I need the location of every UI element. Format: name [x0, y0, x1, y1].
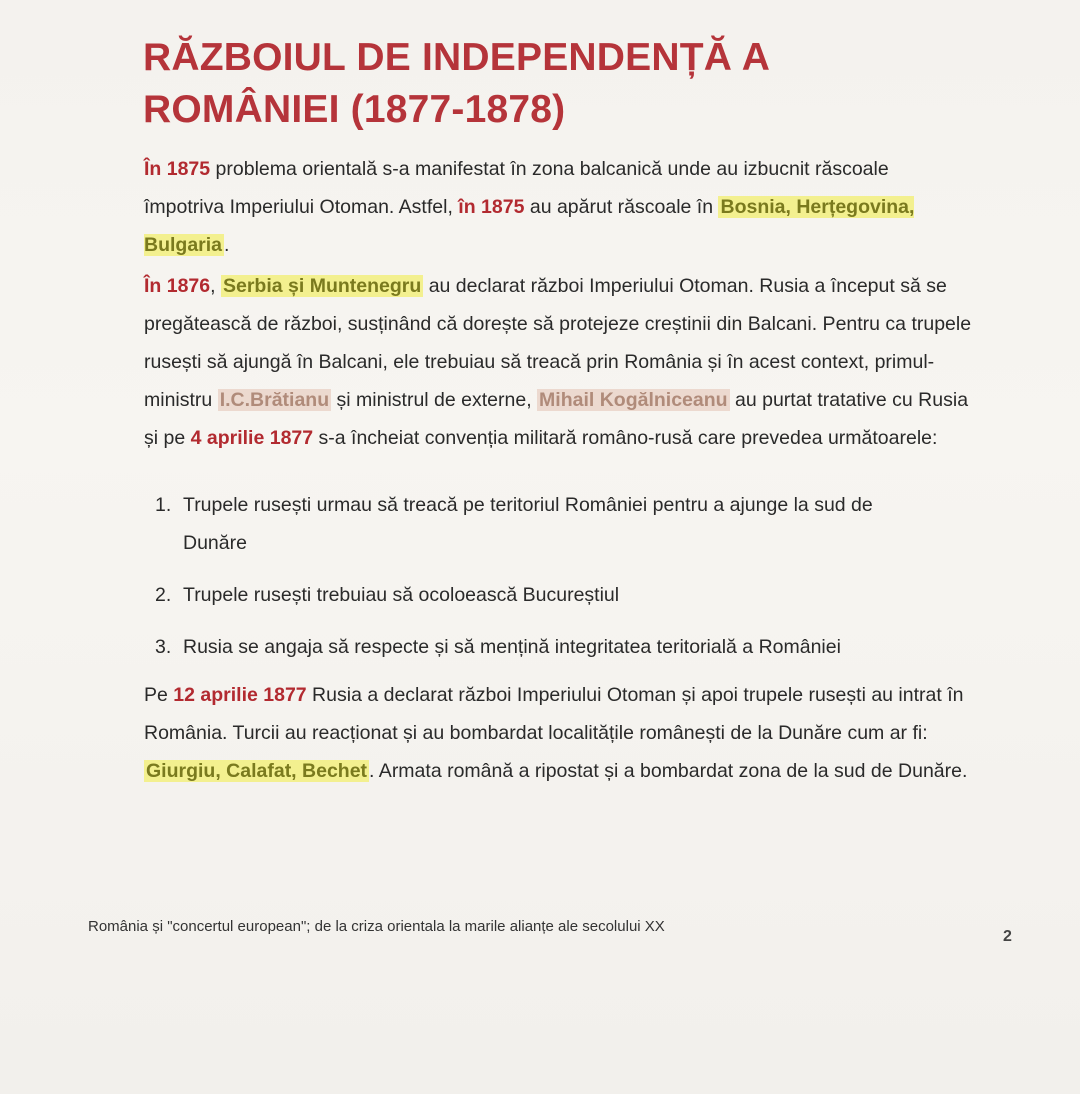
date-1875-b: în 1875 [458, 196, 525, 218]
list-text: Trupele rusești trebuiau să ocoloească Bucureștiul [183, 584, 620, 606]
paragraph-2-sep: , [210, 275, 221, 297]
paragraph-4-text-b: Rusia a declarat război Imperiului Otoman și apoi trupele rusești au intrat în România. Turcii au reacționat și au bombardat localitățile românești de la Dunăre cum ar fi: [144, 684, 964, 744]
list-item [155, 486, 935, 562]
list-number: 2. [155, 584, 172, 606]
highlight-towns: Giurgiu, Calafat, Bechet [146, 760, 368, 782]
paragraph-4-text-c: . Armata română a ripostat și a bombardat zona de la sud de Dunăre. [369, 760, 968, 782]
list-number: 1. [155, 494, 172, 516]
paragraph-2-text-a: au declarat război Imperiului Otoman. Rusia a început să se pregătească de război, susținând că dorește să protejeze creștinii din Balcani. Pentru ca trupele rusești să ajungă în Balcani, ele trebuiau să treacă prin România și în acest context, primul-ministru [144, 275, 972, 411]
paragraph-2-text-c: au purtat tratative cu Rusia și pe [144, 389, 969, 449]
paragraph-1-end: . [224, 234, 230, 256]
date-1875: În 1875 [144, 158, 211, 180]
highlight-regions: Bosnia, Herțegovina, Bulgaria [144, 196, 915, 256]
list-item [155, 576, 935, 614]
paragraph-2-text-b: și ministrul de externe, [331, 389, 538, 411]
highlight-serbia-muntenegru: Serbia și Muntenegru [222, 275, 422, 297]
title-line-2: ROMÂNIEI (1877-1878) [143, 88, 566, 131]
paragraph-2 [144, 267, 974, 457]
paragraph-1-text-a: problema orientală s-a manifestat în zona balcanică unde au izbucnit răscoale împotriva Imperiului Otoman. Astfel, [144, 158, 889, 218]
date-4-aprilie-1877: 4 aprilie 1877 [190, 427, 314, 449]
page-number: 2 [1003, 928, 1012, 945]
paragraph-1 [144, 150, 974, 264]
date-12-aprilie-1877: 12 aprilie 1877 [173, 684, 307, 706]
highlight-kogalniceanu: Mihail Kogălniceanu [539, 389, 728, 411]
list-text: Trupele rusești urmau să treacă pe teritoriul României pentru a ajunge la sud de Dunăre [183, 494, 873, 554]
list-text: Rusia se angaja să respecte și să mențină integritatea teritorială a României [183, 636, 841, 658]
title-line-1: RĂZBOIUL DE INDEPENDENȚĂ A [143, 36, 771, 79]
page-title [143, 32, 863, 136]
paragraph-4-text-a: Pe [144, 684, 174, 706]
list-item [155, 628, 935, 666]
paragraph-1-text-b: au apărut răscoale în [524, 196, 719, 218]
list-number: 3. [155, 636, 172, 658]
paragraph-2-text-d: s-a încheiat convenția militară româno-rusă care prevedea următoarele: [313, 427, 938, 449]
convention-list [155, 486, 935, 680]
highlight-bratianu: I.C.Brătianu [219, 389, 330, 411]
date-1876: În 1876 [144, 275, 211, 297]
paragraph-4 [144, 676, 974, 790]
page-footer: România și "concertul european"; de la criza orientala la marile alianțe ale secolului XX [88, 918, 665, 935]
